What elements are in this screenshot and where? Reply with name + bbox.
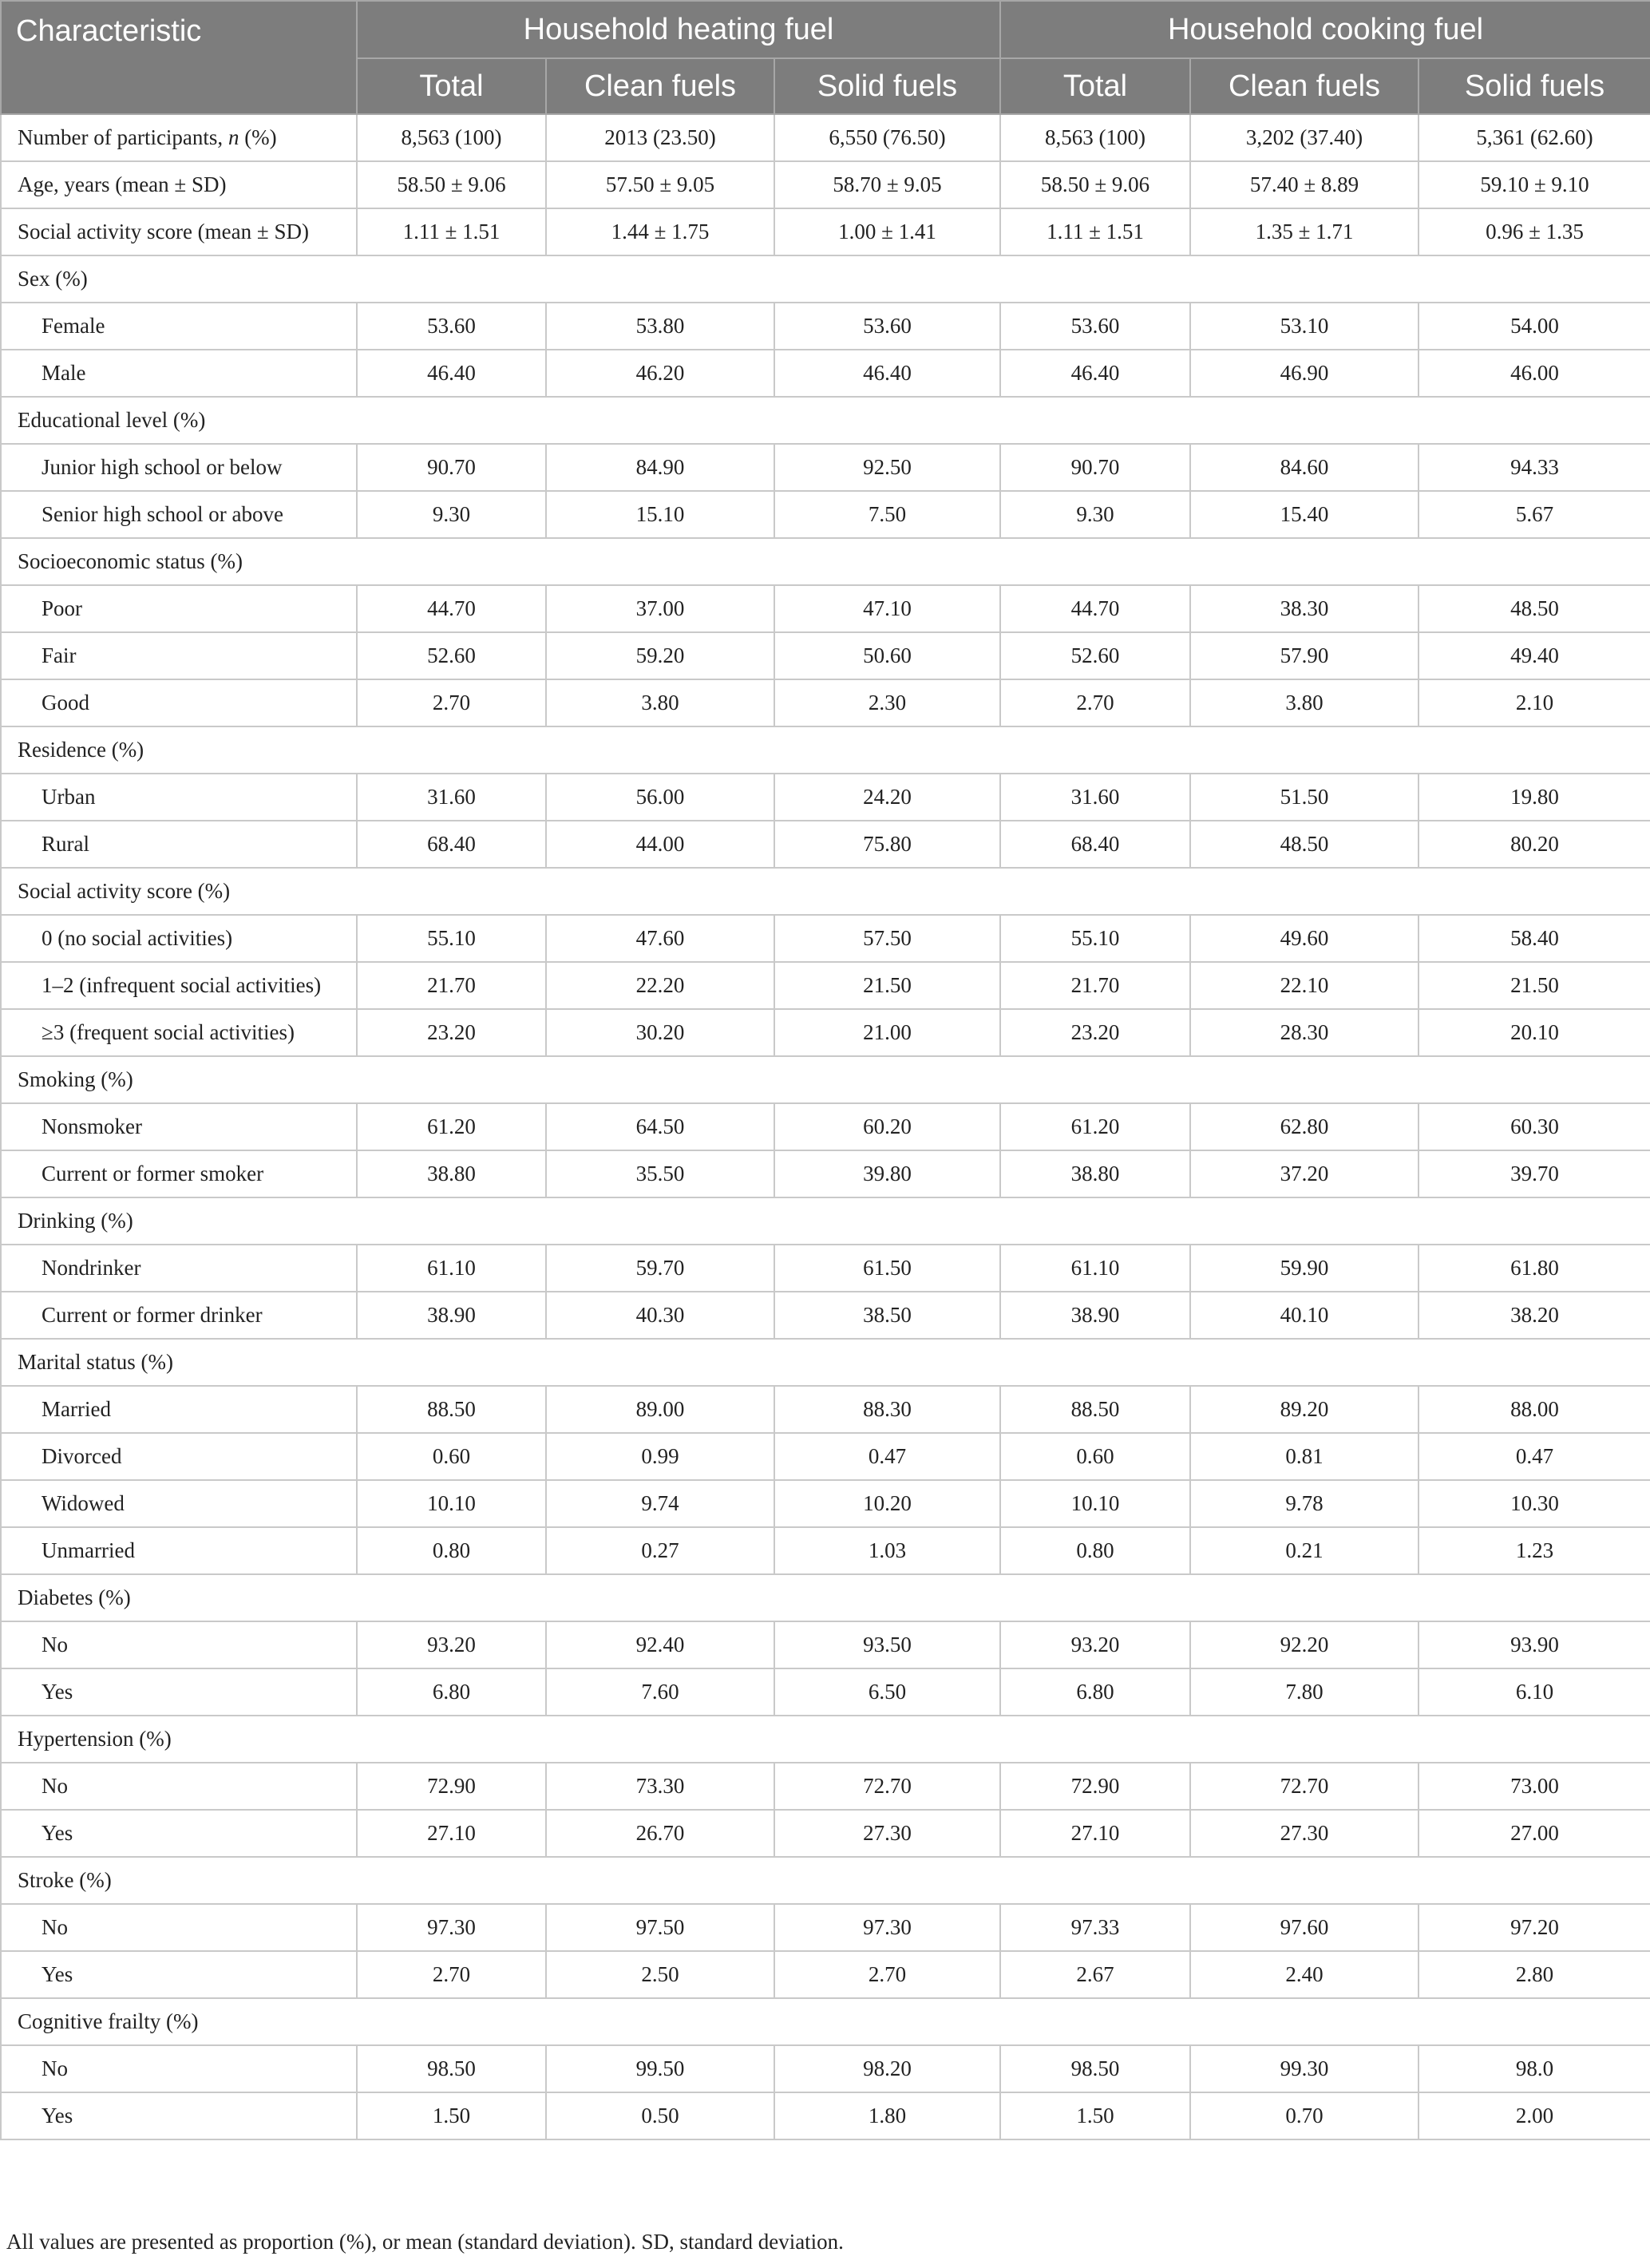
value-cell: 94.33 (1419, 444, 1650, 491)
value-cell: 89.00 (546, 1386, 774, 1433)
row-label: No (1, 2045, 357, 2092)
value-cell: 68.40 (1000, 821, 1190, 868)
value-cell: 37.20 (1190, 1150, 1419, 1197)
value-cell: 80.20 (1419, 821, 1650, 868)
table-row (1, 1668, 1650, 1716)
group-label: Social activity score (%) (1, 868, 1650, 915)
table-row (1, 444, 1650, 491)
value-cell: 53.60 (774, 303, 1000, 350)
value-cell: 1.50 (1000, 2092, 1190, 2139)
value-cell: 21.70 (357, 962, 546, 1009)
value-cell: 10.10 (357, 1480, 546, 1527)
row-label: Female (1, 303, 357, 350)
value-cell: 93.90 (1419, 1621, 1650, 1668)
value-cell: 56.00 (546, 774, 774, 821)
value-cell: 46.40 (357, 350, 546, 397)
row-label: Poor (1, 585, 357, 632)
table-row (1, 1810, 1650, 1857)
value-cell: 8,563 (100) (1000, 114, 1190, 161)
value-cell: 6.80 (1000, 1668, 1190, 1716)
value-cell: 61.10 (1000, 1245, 1190, 1292)
value-cell: 35.50 (546, 1150, 774, 1197)
cooking-total-header: Total (1000, 58, 1190, 114)
value-cell: 92.50 (774, 444, 1000, 491)
group-label: Smoking (%) (1, 1056, 1650, 1103)
value-cell: 40.10 (1190, 1292, 1419, 1339)
value-cell: 59.20 (546, 632, 774, 679)
value-cell: 0.60 (1000, 1433, 1190, 1480)
value-cell: 3,202 (37.40) (1190, 114, 1419, 161)
value-cell: 1.11 ± 1.51 (1000, 208, 1190, 255)
table-row (1, 632, 1650, 679)
value-cell: 0.47 (1419, 1433, 1650, 1480)
row-label: Yes (1, 1810, 357, 1857)
characteristic-header: Characteristic (1, 1, 357, 114)
group-row (1, 255, 1650, 303)
value-cell: 59.10 ± 9.10 (1419, 161, 1650, 208)
group-label: Hypertension (%) (1, 1716, 1650, 1763)
value-cell: 40.30 (546, 1292, 774, 1339)
table-row (1, 208, 1650, 255)
value-cell: 93.50 (774, 1621, 1000, 1668)
value-cell: 48.50 (1190, 821, 1419, 868)
value-cell: 38.80 (357, 1150, 546, 1197)
value-cell: 72.70 (774, 1763, 1000, 1810)
value-cell: 21.50 (1419, 962, 1650, 1009)
value-cell: 1.50 (357, 2092, 546, 2139)
value-cell: 88.30 (774, 1386, 1000, 1433)
row-label: No (1, 1904, 357, 1951)
value-cell: 92.40 (546, 1621, 774, 1668)
row-label: Rural (1, 821, 357, 868)
value-cell: 0.99 (546, 1433, 774, 1480)
value-cell: 2.70 (774, 1951, 1000, 1998)
value-cell: 9.74 (546, 1480, 774, 1527)
group-row (1, 1056, 1650, 1103)
group-row (1, 1197, 1650, 1245)
table-row (1, 1527, 1650, 1574)
value-cell: 53.80 (546, 303, 774, 350)
table-row (1, 1433, 1650, 1480)
value-cell: 26.70 (546, 1810, 774, 1857)
value-cell: 90.70 (1000, 444, 1190, 491)
value-cell: 2.70 (1000, 679, 1190, 726)
value-cell: 75.80 (774, 821, 1000, 868)
value-cell: 98.0 (1419, 2045, 1650, 2092)
table-row (1, 915, 1650, 962)
table-row (1, 1621, 1650, 1668)
value-cell: 72.70 (1190, 1763, 1419, 1810)
group-row (1, 868, 1650, 915)
value-cell: 0.96 ± 1.35 (1419, 208, 1650, 255)
value-cell: 39.70 (1419, 1150, 1650, 1197)
group-row (1, 1574, 1650, 1621)
value-cell: 28.30 (1190, 1009, 1419, 1056)
group-row (1, 397, 1650, 444)
table-row (1, 585, 1650, 632)
value-cell: 97.50 (546, 1904, 774, 1951)
row-label-tail: (%) (239, 125, 277, 149)
row-label-italic: n (228, 125, 239, 149)
table-row (1, 962, 1650, 1009)
value-cell: 59.90 (1190, 1245, 1419, 1292)
value-cell: 61.10 (357, 1245, 546, 1292)
table-row (1, 1951, 1650, 1998)
value-cell: 2.70 (357, 679, 546, 726)
value-cell: 1.00 ± 1.41 (774, 208, 1000, 255)
value-cell: 54.00 (1419, 303, 1650, 350)
value-cell: 61.20 (357, 1103, 546, 1150)
value-cell: 57.90 (1190, 632, 1419, 679)
table-row (1, 350, 1650, 397)
value-cell: 2.00 (1419, 2092, 1650, 2139)
value-cell: 2.30 (774, 679, 1000, 726)
heating-fuel-header: Household heating fuel (357, 1, 1000, 58)
value-cell: 57.50 (774, 915, 1000, 962)
value-cell: 1.44 ± 1.75 (546, 208, 774, 255)
value-cell: 1.03 (774, 1527, 1000, 1574)
table-row (1, 114, 1650, 161)
value-cell: 44.70 (357, 585, 546, 632)
value-cell: 38.90 (357, 1292, 546, 1339)
value-cell: 73.30 (546, 1763, 774, 1810)
value-cell: 50.60 (774, 632, 1000, 679)
value-cell: 88.50 (1000, 1386, 1190, 1433)
value-cell: 61.80 (1419, 1245, 1650, 1292)
value-cell: 0.50 (546, 2092, 774, 2139)
value-cell: 47.10 (774, 585, 1000, 632)
value-cell: 0.60 (357, 1433, 546, 1480)
value-cell: 10.30 (1419, 1480, 1650, 1527)
value-cell: 97.33 (1000, 1904, 1190, 1951)
value-cell: 44.00 (546, 821, 774, 868)
value-cell: 1.80 (774, 2092, 1000, 2139)
row-label: Senior high school or above (1, 491, 357, 538)
table-footnote: All values are presented as proportion (%), or mean (standard deviation). SD, standard deviation. (6, 2230, 844, 2254)
table-row (1, 821, 1650, 868)
value-cell: 58.70 ± 9.05 (774, 161, 1000, 208)
value-cell: 48.50 (1419, 585, 1650, 632)
value-cell: 30.20 (546, 1009, 774, 1056)
row-label: Age, years (mean ± SD) (1, 161, 357, 208)
value-cell: 2.67 (1000, 1951, 1190, 1998)
value-cell: 0.70 (1190, 2092, 1419, 2139)
row-label: Social activity score (mean ± SD) (1, 208, 357, 255)
value-cell: 6.80 (357, 1668, 546, 1716)
value-cell: 1.23 (1419, 1527, 1650, 1574)
value-cell: 2.80 (1419, 1951, 1650, 1998)
row-label: Good (1, 679, 357, 726)
value-cell: 57.40 ± 8.89 (1190, 161, 1419, 208)
table-row (1, 1386, 1650, 1433)
value-cell: 53.60 (1000, 303, 1190, 350)
value-cell: 49.60 (1190, 915, 1419, 962)
value-cell: 21.50 (774, 962, 1000, 1009)
value-cell: 2.70 (357, 1951, 546, 1998)
value-cell: 9.30 (357, 491, 546, 538)
table-header (1, 1, 1650, 114)
value-cell: 92.20 (1190, 1621, 1419, 1668)
value-cell: 10.10 (1000, 1480, 1190, 1527)
value-cell: 55.10 (1000, 915, 1190, 962)
value-cell: 6.10 (1419, 1668, 1650, 1716)
row-label: Unmarried (1, 1527, 357, 1574)
table-row (1, 1904, 1650, 1951)
value-cell: 38.50 (774, 1292, 1000, 1339)
value-cell: 0.80 (357, 1527, 546, 1574)
value-cell: 99.30 (1190, 2045, 1419, 2092)
value-cell: 73.00 (1419, 1763, 1650, 1810)
value-cell: 0.47 (774, 1433, 1000, 1480)
value-cell: 53.10 (1190, 303, 1419, 350)
value-cell: 46.90 (1190, 350, 1419, 397)
group-row (1, 1339, 1650, 1386)
value-cell: 6.50 (774, 1668, 1000, 1716)
value-cell: 97.30 (357, 1904, 546, 1951)
value-cell: 23.20 (1000, 1009, 1190, 1056)
value-cell: 3.80 (1190, 679, 1419, 726)
row-label: 0 (no social activities) (1, 915, 357, 962)
cooking-solid-header: Solid fuels (1419, 58, 1650, 114)
value-cell: 23.20 (357, 1009, 546, 1056)
value-cell: 46.00 (1419, 350, 1650, 397)
value-cell: 44.70 (1000, 585, 1190, 632)
heating-clean-header: Clean fuels (546, 58, 774, 114)
table-row (1, 2045, 1650, 2092)
row-label: Married (1, 1386, 357, 1433)
value-cell: 88.00 (1419, 1386, 1650, 1433)
table-body (1, 114, 1650, 2139)
value-cell: 72.90 (1000, 1763, 1190, 1810)
value-cell: 93.20 (1000, 1621, 1190, 1668)
value-cell: 47.60 (546, 915, 774, 962)
value-cell: 58.50 ± 9.06 (1000, 161, 1190, 208)
group-row (1, 1998, 1650, 2045)
value-cell: 0.27 (546, 1527, 774, 1574)
value-cell: 98.50 (357, 2045, 546, 2092)
group-label: Residence (%) (1, 726, 1650, 774)
value-cell: 7.80 (1190, 1668, 1419, 1716)
value-cell: 97.20 (1419, 1904, 1650, 1951)
value-cell: 62.80 (1190, 1103, 1419, 1150)
value-cell: 53.60 (357, 303, 546, 350)
value-cell: 38.20 (1419, 1292, 1650, 1339)
value-cell: 2.50 (546, 1951, 774, 1998)
value-cell: 46.40 (774, 350, 1000, 397)
value-cell: 2013 (23.50) (546, 114, 774, 161)
table-row (1, 1763, 1650, 1810)
value-cell: 20.10 (1419, 1009, 1650, 1056)
value-cell: 31.60 (357, 774, 546, 821)
value-cell: 49.40 (1419, 632, 1650, 679)
value-cell: 68.40 (357, 821, 546, 868)
value-cell: 39.80 (774, 1150, 1000, 1197)
value-cell: 5.67 (1419, 491, 1650, 538)
value-cell: 84.90 (546, 444, 774, 491)
row-label: Nonsmoker (1, 1103, 357, 1150)
row-label: No (1, 1763, 357, 1810)
value-cell: 64.50 (546, 1103, 774, 1150)
group-label: Educational level (%) (1, 397, 1650, 444)
table-row (1, 1480, 1650, 1527)
value-cell: 55.10 (357, 915, 546, 962)
value-cell: 84.60 (1190, 444, 1419, 491)
value-cell: 6,550 (76.50) (774, 114, 1000, 161)
value-cell: 2.10 (1419, 679, 1650, 726)
row-label (1, 114, 357, 161)
value-cell: 1.11 ± 1.51 (357, 208, 546, 255)
row-label: ≥3 (frequent social activities) (1, 1009, 357, 1056)
row-label: Urban (1, 774, 357, 821)
table-row (1, 1009, 1650, 1056)
value-cell: 51.50 (1190, 774, 1419, 821)
value-cell: 52.60 (357, 632, 546, 679)
value-cell: 57.50 ± 9.05 (546, 161, 774, 208)
row-label: Junior high school or below (1, 444, 357, 491)
group-row (1, 538, 1650, 585)
value-cell: 37.00 (546, 585, 774, 632)
cooking-fuel-header: Household cooking fuel (1000, 1, 1650, 58)
row-label: Fair (1, 632, 357, 679)
value-cell: 10.20 (774, 1480, 1000, 1527)
value-cell: 52.60 (1000, 632, 1190, 679)
row-label: Yes (1, 1951, 357, 1998)
value-cell: 99.50 (546, 2045, 774, 2092)
value-cell: 22.10 (1190, 962, 1419, 1009)
table-row (1, 2092, 1650, 2139)
value-cell: 24.20 (774, 774, 1000, 821)
group-label: Cognitive frailty (%) (1, 1998, 1650, 2045)
row-label: Divorced (1, 1433, 357, 1480)
value-cell: 98.20 (774, 2045, 1000, 2092)
value-cell: 21.00 (774, 1009, 1000, 1056)
value-cell: 60.30 (1419, 1103, 1650, 1150)
value-cell: 31.60 (1000, 774, 1190, 821)
value-cell: 7.50 (774, 491, 1000, 538)
row-label: Current or former smoker (1, 1150, 357, 1197)
value-cell: 15.40 (1190, 491, 1419, 538)
value-cell: 1.35 ± 1.71 (1190, 208, 1419, 255)
value-cell: 58.40 (1419, 915, 1650, 962)
value-cell: 27.10 (357, 1810, 546, 1857)
heating-total-header: Total (357, 58, 546, 114)
table-row (1, 1150, 1650, 1197)
value-cell: 38.30 (1190, 585, 1419, 632)
value-cell: 15.10 (546, 491, 774, 538)
value-cell: 5,361 (62.60) (1419, 114, 1650, 161)
value-cell: 2.40 (1190, 1951, 1419, 1998)
value-cell: 46.40 (1000, 350, 1190, 397)
value-cell: 22.20 (546, 962, 774, 1009)
value-cell: 72.90 (357, 1763, 546, 1810)
value-cell: 90.70 (357, 444, 546, 491)
group-label: Sex (%) (1, 255, 1650, 303)
value-cell: 38.80 (1000, 1150, 1190, 1197)
row-label: 1–2 (infrequent social activities) (1, 962, 357, 1009)
row-label: Yes (1, 1668, 357, 1716)
value-cell: 89.20 (1190, 1386, 1419, 1433)
value-cell: 8,563 (100) (357, 114, 546, 161)
row-label-text: Number of participants, (18, 125, 228, 149)
value-cell: 0.81 (1190, 1433, 1419, 1480)
group-label: Stroke (%) (1, 1857, 1650, 1904)
table-row (1, 679, 1650, 726)
table-row (1, 161, 1650, 208)
value-cell: 0.80 (1000, 1527, 1190, 1574)
table-row (1, 1245, 1650, 1292)
value-cell: 98.50 (1000, 2045, 1190, 2092)
row-label: No (1, 1621, 357, 1668)
value-cell: 61.20 (1000, 1103, 1190, 1150)
group-label: Socioeconomic status (%) (1, 538, 1650, 585)
value-cell: 21.70 (1000, 962, 1190, 1009)
value-cell: 27.10 (1000, 1810, 1190, 1857)
row-label: Current or former drinker (1, 1292, 357, 1339)
group-row (1, 726, 1650, 774)
group-label: Marital status (%) (1, 1339, 1650, 1386)
value-cell: 97.30 (774, 1904, 1000, 1951)
value-cell: 7.60 (546, 1668, 774, 1716)
group-row (1, 1857, 1650, 1904)
value-cell: 9.78 (1190, 1480, 1419, 1527)
value-cell: 3.80 (546, 679, 774, 726)
group-row (1, 1716, 1650, 1763)
value-cell: 27.30 (774, 1810, 1000, 1857)
row-label: Widowed (1, 1480, 357, 1527)
group-label: Diabetes (%) (1, 1574, 1650, 1621)
value-cell: 9.30 (1000, 491, 1190, 538)
row-label: Yes (1, 2092, 357, 2139)
value-cell: 19.80 (1419, 774, 1650, 821)
value-cell: 97.60 (1190, 1904, 1419, 1951)
table-row (1, 774, 1650, 821)
table-row (1, 1103, 1650, 1150)
value-cell: 58.50 ± 9.06 (357, 161, 546, 208)
row-label: Nondrinker (1, 1245, 357, 1292)
value-cell: 59.70 (546, 1245, 774, 1292)
value-cell: 60.20 (774, 1103, 1000, 1150)
value-cell: 88.50 (357, 1386, 546, 1433)
heating-solid-header: Solid fuels (774, 58, 1000, 114)
value-cell: 27.30 (1190, 1810, 1419, 1857)
group-label: Drinking (%) (1, 1197, 1650, 1245)
table-row (1, 491, 1650, 538)
value-cell: 0.21 (1190, 1527, 1419, 1574)
value-cell: 27.00 (1419, 1810, 1650, 1857)
value-cell: 38.90 (1000, 1292, 1190, 1339)
cooking-clean-header: Clean fuels (1190, 58, 1419, 114)
value-cell: 46.20 (546, 350, 774, 397)
table-row (1, 1292, 1650, 1339)
row-label: Male (1, 350, 357, 397)
value-cell: 93.20 (357, 1621, 546, 1668)
table-row (1, 303, 1650, 350)
value-cell: 61.50 (774, 1245, 1000, 1292)
